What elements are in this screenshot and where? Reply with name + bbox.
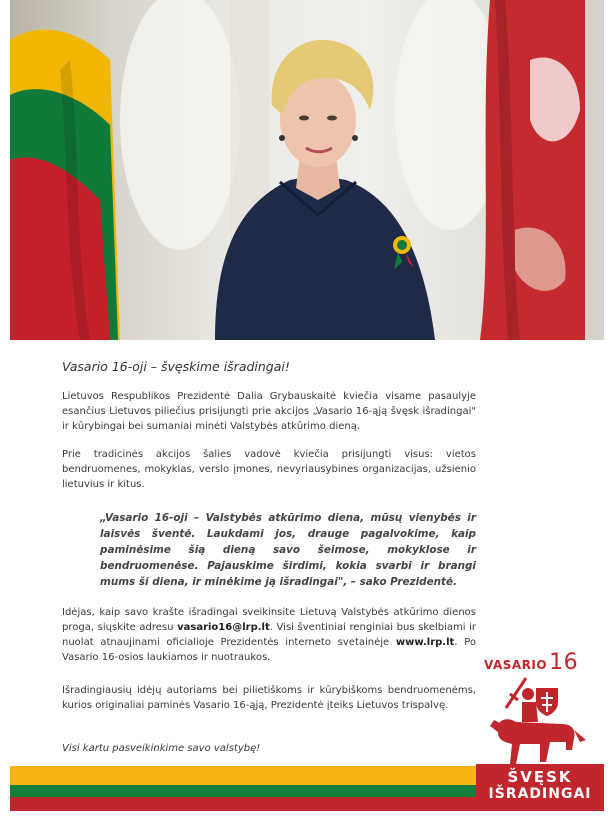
header-photo xyxy=(10,0,604,340)
paragraph-participants: Prie tradicinės akcijos šalies vadovė kviečia prisijungti visus: vietos bendruomenes, mokyklas, verslo įmones, nevyriausybines organizacijas, užsienio lietuvius ir kitus. xyxy=(62,449,476,490)
paragraph-awards: Išradingiausių idėjų autoriams bei pilietiškoms ir kūrybiškoms bendruomenėms, kurios originaliai paminės Vasario 16-ąją, Prezidentė įteiks Lietuvos trispalvę. xyxy=(62,685,476,711)
photo-illustration xyxy=(10,0,604,340)
paragraph-ideas: Idėjas, kaip savo krašte išradingai sveikinsite Lietuvą Valstybės atkūrimo dienos proga, siųskite adresu vasario16@lrp.lt. Visi šventiniai renginiai bus skelbiami ir nuolat atnaujinami oficialioje Prezidentės interneto svetainėje www.lrp.lt. Po Vasario 16-osios laukiamos ir nuotraukos. xyxy=(62,607,476,663)
logo-slogan-line1: ŠVĘSK xyxy=(507,768,573,786)
logo-slogan-line2: IŠRADINGAI xyxy=(488,786,592,802)
page-title: Vasario 16-oji – švęskime išradingai! xyxy=(62,359,290,374)
president-quote: „Vasario 16-oji – Valstybės atkūrimo diena, mūsų vienybės ir laisvės šventė. Laukdami jos, drauge pagalvokime, kaip paminėsime šią dieną savo šeimose, mokyklose ir bendruomenėse. Pajauskime širdimi, kokia svarbi ir brangi mums ši diena, ir minėkime ją išradingai", – sako Prezidentė. xyxy=(100,512,476,588)
email-link[interactable]: vasario16@lrp.lt xyxy=(177,622,270,633)
closing-line: Visi kartu pasveikinkime savo valstybę! xyxy=(62,743,261,754)
website-link[interactable]: www.lrp.lt xyxy=(395,637,455,648)
paragraph-invitation: Lietuvos Respublikos Prezidentė Dalia Grybauskaitė kviečia visame pasaulyje esančius Lietuvos piliečius prisijungti prie akcijos „Vasario 16-ąją švęsk išradingai" ir kūrybingai bei sumaniai minėti Valstybės atkūrimo dieną. xyxy=(62,391,476,432)
campaign-logo xyxy=(476,650,604,810)
logo-heading: VASARIO16 xyxy=(484,650,579,675)
historical-flag xyxy=(480,0,604,340)
lithuanian-flag xyxy=(10,30,120,340)
